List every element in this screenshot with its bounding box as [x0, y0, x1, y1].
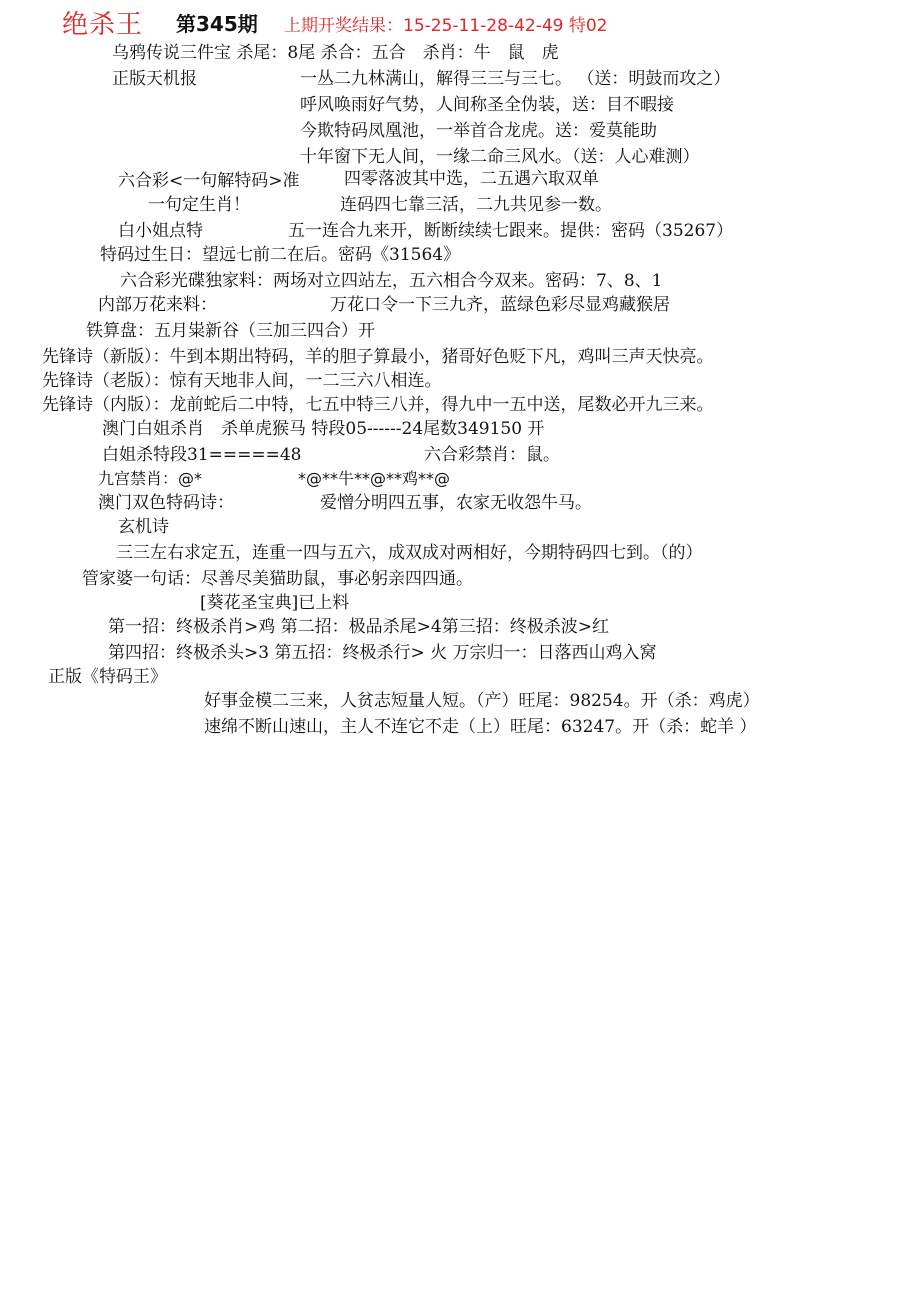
text-line: 第一招：终极杀肖>鸡 第二招：极品杀尾>4第三招：终极杀波>红 — [108, 617, 609, 637]
text-line: 呼风唤雨好气势，人间称圣全伪装，送：目不暇接 — [300, 95, 674, 115]
text-line: 六合彩<一句解特码>准 — [118, 171, 300, 191]
text-line: 先锋诗（内版）：龙前蛇后二中特，七五中特三八并，得九中一五中送，尾数必开九三来。 — [42, 395, 714, 415]
text-line: 第四招：终极杀头>3 第五招：终极杀行> 火 万宗归一：日落西山鸡入窝 — [108, 643, 657, 663]
text-line: 铁算盘：五月粜新谷（三加三四合）开 — [86, 321, 375, 341]
text-line: 好事金模二三来，人贫志短量人短。（产）旺尾：98254。开（杀：鸡虎） — [204, 691, 760, 711]
page-header — [0, 4, 900, 38]
text-line: 先锋诗（新版）：牛到本期出特码，羊的胆子算最小，猪哥好色贬下凡，鸡叫三声天快亮。 — [42, 347, 714, 367]
text-line: [葵花圣宝典]已上料 — [200, 593, 350, 613]
text-line: 一丛二九林满山，解得三三与三七。 （送：明鼓而攻之） — [300, 69, 731, 89]
text-line: 先锋诗（老版）：惊有天地非人间，一二三六八相连。 — [42, 371, 442, 391]
brand-title: 绝杀王 — [62, 10, 144, 40]
text-line: 正版《特码王》 — [48, 667, 167, 687]
text-line: 六合彩禁肖：鼠。 — [424, 445, 560, 465]
text-line: 六合彩光碟独家料：两场对立四站左，五六相合今双来。密码：7、8、1 — [120, 271, 663, 291]
text-line: *@**牛**@**鸡**@ — [298, 469, 451, 488]
last-result: 上期开奖结果：15-25-11-28-42-49 特02 — [284, 16, 608, 36]
text-line: 澳门白姐杀肖 杀单虎猴马 特段05------24尾数349150 开 — [102, 419, 545, 439]
text-line: 内部万花来料： — [98, 295, 217, 315]
text-line: 澳门双色特码诗： — [98, 493, 234, 513]
text-line: 今欺特码凤凰池，一举首合龙虎。送：爱莫能助 — [300, 121, 657, 141]
text-line: 正版天机报 — [112, 69, 197, 89]
text-line: 乌鸦传说三件宝 杀尾：8尾 杀合：五合 杀肖：牛 鼠 虎 — [112, 43, 559, 63]
text-line: 特码过生日：望远七前二在后。密码《31564》 — [100, 245, 461, 265]
issue-number: 第345期 — [176, 12, 258, 36]
text-line: 连码四七靠三活，二九共见参一数。 — [340, 195, 612, 215]
text-line: 速绵不断山速山，主人不连它不走（上）旺尾：63247。开（杀：蛇羊 ） — [204, 717, 757, 737]
text-line: 五一连合九来开，断断续续七跟来。提供：密码（35267） — [288, 221, 734, 241]
text-line: 白姐杀特段31=====48 — [102, 445, 302, 465]
text-line: 白小姐点特 — [118, 221, 203, 241]
text-line: 十年窗下无人间，一缘二命三风水。（送：人心难测） — [300, 147, 700, 167]
text-line: 爱憎分明四五事，农家无收怨牛马。 — [320, 493, 592, 513]
text-line: 四零落波其中选，二五遇六取双单 — [344, 169, 599, 189]
text-line: 三三左右求定五，连重一四与五六，成双成对两相好，今期特码四七到。（的） — [116, 543, 703, 563]
text-line: 玄机诗 — [118, 517, 169, 537]
text-line: 管家婆一句话：尽善尽美猫助鼠，事必躬亲四四通。 — [82, 569, 473, 589]
text-line: 九宫禁肖：@* — [98, 469, 203, 488]
text-line: 万花口令一下三九齐，蓝绿色彩尽显鸡藏猴居 — [330, 295, 670, 315]
text-line: 一句定生肖！ — [148, 195, 250, 215]
